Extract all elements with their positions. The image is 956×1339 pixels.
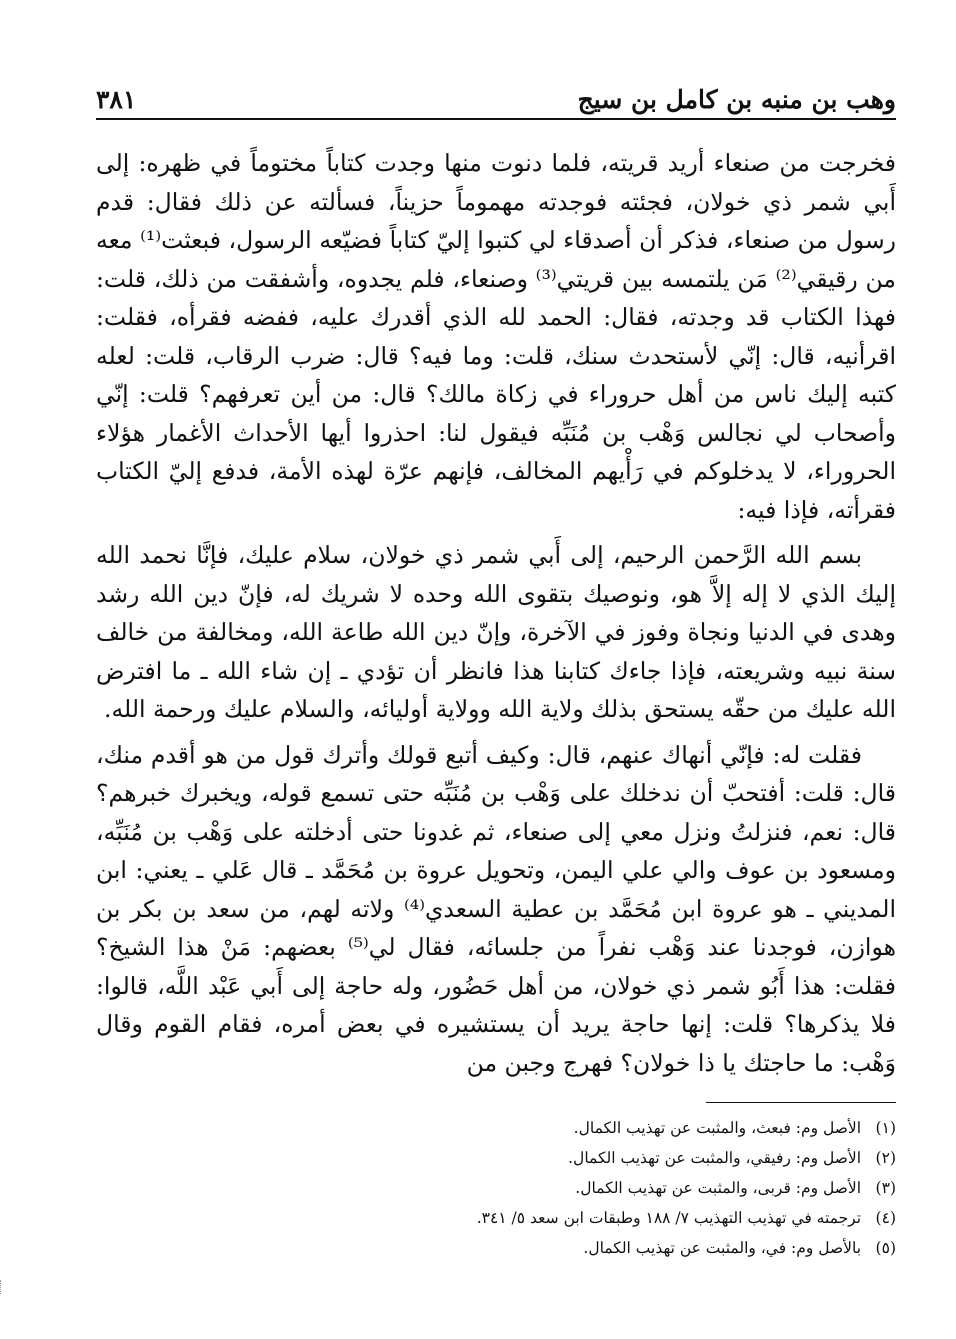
- header-rule: [96, 118, 896, 120]
- footnotes: [96, 1113, 896, 1263]
- footnote: [96, 1233, 896, 1263]
- page-header: [96, 70, 896, 114]
- page-number: ٣٨١: [96, 85, 137, 114]
- footnote-text: الأصل وم: رفيقي، والمثبت عن تهذيب الكمال.: [568, 1149, 862, 1167]
- footnote-rule: [706, 1102, 896, 1103]
- footnote-number: (٥): [875, 1239, 896, 1257]
- footnote-number: (١): [875, 1119, 896, 1137]
- footnote-number: (٤): [875, 1209, 896, 1227]
- book-page: [96, 70, 896, 1263]
- main-text: [96, 144, 896, 1082]
- footnote: [96, 1143, 896, 1173]
- paragraph: فقلت له: فإنّي أنهاك عنهم، قال: وكيف أتبع قولك وأترك قول من هو أقدم منك، قال: قلت: أفتحبّ أن ندخلك على وَهْب بن مُنَبِّه حتى تسمع قوله، ويخبرك خبرهم؟ قال: نعم، فنزلتُ ونزل معي إلى صنعاء، ثم غدونا حتى أدخلته على وَهْب بن مُنَبِّه، ومسعود بن عوف والي علي اليمن، وتحويل عروة بن مُحَمَّد ـ قال عَلي ـ يعني: ابن المديني ـ هو عروة ابن مُحَمَّد بن عطية السعدي⁽⁴⁾ ولاته لهم، من سعد بن بكر بن هوازن، فوجدنا عند وَهْب نفراً من جلسائه، فقال لي⁽⁵⁾ بعضهم: مَنْ هذا الشيخ؟ فقلت: هذا أَبُو شمر ذي خولان، من أهل حَضُور، وله حاجة إلى أَبي عَبْد اللَّه، قالوا: فلا يذكرها؟ قلت: إنها حاجة يريد أن يستشيره في بعض أمره، فقام القوم وقال وَهْب: ما حاجتك يا ذا خولان؟ فهرج وجبن من: [96, 740, 896, 1077]
- footnote-text: الأصل وم: فبعث، والمثبت عن تهذيب الكمال.: [573, 1119, 862, 1137]
- footnote-text: بالأصل وم: في، والمثبت عن تهذيب الكمال.: [583, 1239, 862, 1257]
- running-title: وهب بن منبه بن كامل بن سيج: [577, 85, 896, 114]
- paragraph: بسم الله الرَّحمن الرحيم، إلى أَبي شمر ذي خولان، سلام عليك، فإنَّا نحمد الله إليك الذي لا إله إلاَّ هو، ونوصيك بتقوى الله وحده لا شريك له، فإنّ دين الله رشد وهدى في الدنيا ونجاة وفوز في الآخرة، وإنّ دين الله طاعة الله، ومخالفة من خالف سنة نبيه وشريعته، فإذا جاءك كتابنا هذا فانظر أن تؤدي ـ إن شاء الله ـ ما افترض الله عليك من حقّه يستحق بذلك ولاية الله وولاية أوليائه، والسلام عليك ورحمة الله.: [96, 541, 896, 723]
- footnote-number: (٣): [875, 1179, 896, 1197]
- footnote: [96, 1203, 896, 1233]
- scan-margin-mark: [0, 1280, 3, 1294]
- footnote-text: الأصل وم: قربى، والمثبت عن تهذيب الكمال.: [575, 1179, 862, 1197]
- footnote-number: (٢): [875, 1149, 896, 1167]
- paragraph: فخرجت من صنعاء أريد قريته، فلما دنوت منها وجدت كتاباً مختوماً في ظهره: إلى أَبي شمر ذي خولان، فجئته فوجدته مهموماً حزيناً، فسألته عن ذلك فقال: قدم رسول من صنعاء، فذكر أن أصدقاء لي كتبوا إليّ كتاباً فضيّعه الرسول، فبعثت⁽¹⁾ معه من رقيقي⁽²⁾ مَن يلتمسه بين قريتي⁽³⁾ وصنعاء، فلم يجدوه، وأشفقت من ذلك، قلت: فهذا الكتاب قد وجدته، فقال: الحمد لله الذي أقدرك عليه، ففضه فقرأه، فقلت: اقرأنيه، قال: إنّي لأستحدث سنك، قلت: وما فيه؟ قال: ضرب الرقاب، قلت: لعله كتبه إليك ناس من أهل حروراء في زكاة مالك؟ قال: من أين تعرفهم؟ قلت: إنّي وأصحاب لي نجالس وَهْب بن مُنَبِّه فيقول لنا: احذروا أيها الأحداث الأغمار هؤلاء الحروراء، لا يدخلوكم في رَأْيهم المخالف، فإنهم عرّة لهذه الأمة، فدفع إليّ الكتاب فقرأته، فإذا فيه:: [96, 149, 896, 524]
- footnote: [96, 1113, 896, 1143]
- footnote-text: ترجمته في تهذيب التهذيب ٧/ ١٨٨ وطبقات ابن سعد ٥/ ٣٤١.: [476, 1209, 862, 1227]
- footnote: [96, 1173, 896, 1203]
